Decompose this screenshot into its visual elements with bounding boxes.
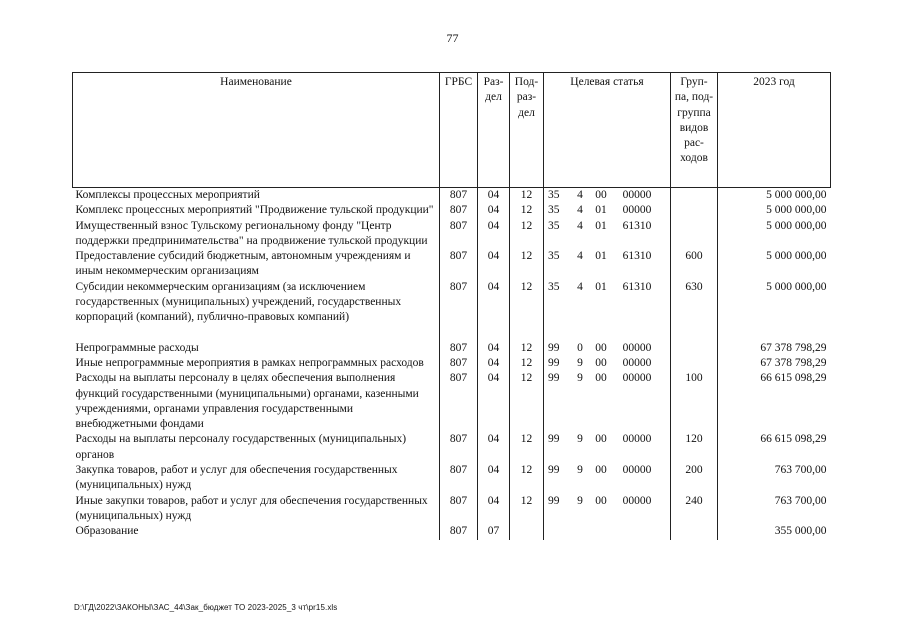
row-celevaya <box>544 463 671 494</box>
celevaya-part-2: 4 <box>577 219 583 232</box>
celevaya-parts <box>544 356 670 371</box>
row-amount: 5 000 000,00 <box>718 219 831 250</box>
celevaya-part-3: 00 <box>595 356 607 369</box>
row-amount: 5 000 000,00 <box>718 188 831 204</box>
row-amount: 66 615 098,29 <box>718 432 831 463</box>
header-name: Наименование <box>73 73 440 188</box>
row-name: Расходы на выплаты персоналу государственных (муниципальных) органов <box>73 432 440 463</box>
spacer-cell <box>440 326 478 341</box>
row-amount: 763 700,00 <box>718 463 831 494</box>
header-year: 2023 год <box>718 73 831 188</box>
celevaya-part-4: 00000 <box>622 341 652 354</box>
row-celevaya <box>544 432 671 463</box>
row-celevaya <box>544 356 671 371</box>
row-celevaya <box>544 341 671 356</box>
row-celevaya <box>544 188 671 204</box>
row-podrazdel: 12 <box>510 203 544 218</box>
celevaya-part-3: 01 <box>595 204 607 217</box>
row-razdel: 04 <box>478 249 510 280</box>
header-podrazdel <box>510 73 544 188</box>
celevaya-part-2: 9 <box>577 494 583 507</box>
footer-file-path: D:\ГД\2022\ЗАКОНЫ\ЗАС_44\Зак_бюджет ТО 2023-2025_3 чт\pr15.xls <box>74 603 338 612</box>
spacer-cell <box>478 326 510 341</box>
table-row <box>73 463 831 494</box>
celevaya-parts <box>544 203 670 218</box>
row-celevaya <box>544 494 671 525</box>
table-row <box>73 494 831 525</box>
celevaya-part-1: 35 <box>548 280 560 293</box>
spacer-cell <box>671 326 718 341</box>
celevaya-part-2: 4 <box>577 204 583 217</box>
table-row <box>73 249 831 280</box>
row-name: Расходы на выплаты персоналу в целях обеспечения выполнения функций государственными (муниципальными) органами, казенными учреждениями, органами управления государственными внебюджетными фондами <box>73 371 440 432</box>
celevaya-parts <box>544 463 670 478</box>
row-razdel: 04 <box>478 219 510 250</box>
row-amount: 67 378 798,29 <box>718 356 831 371</box>
row-grbs: 807 <box>440 494 478 525</box>
row-grbs: 807 <box>440 249 478 280</box>
row-celevaya <box>544 219 671 250</box>
row-grbs: 807 <box>440 432 478 463</box>
row-name: Субсидии некоммерческим организациям (за исключением государственных (муниципальных) учреждений, государственных корпораций (компаний), публично-правовых компаний) <box>73 280 440 326</box>
table-row <box>73 371 831 432</box>
celevaya-part-1: 99 <box>548 464 560 477</box>
celevaya-part-1: 99 <box>548 356 560 369</box>
row-grbs: 807 <box>440 280 478 326</box>
table-row <box>73 432 831 463</box>
spacer-cell <box>73 326 440 341</box>
row-amount: 5 000 000,00 <box>718 280 831 326</box>
table-row <box>73 280 831 326</box>
table-spacer-row <box>73 326 831 341</box>
celevaya-part-4: 00000 <box>622 372 652 385</box>
header-razdel-text: Раз- дел <box>483 76 504 104</box>
row-razdel: 04 <box>478 188 510 204</box>
table-row <box>73 341 831 356</box>
celevaya-part-4: 61310 <box>622 280 652 293</box>
row-podrazdel: 12 <box>510 341 544 356</box>
row-celevaya <box>544 371 671 432</box>
celevaya-parts <box>544 494 670 509</box>
row-name: Комплексы процессных мероприятий <box>73 188 440 204</box>
row-grbs: 807 <box>440 219 478 250</box>
celevaya-part-1: 99 <box>548 494 560 507</box>
header-gruppa <box>671 73 718 188</box>
row-amount: 5 000 000,00 <box>718 203 831 218</box>
celevaya-part-4: 00000 <box>622 464 652 477</box>
row-podrazdel: 12 <box>510 494 544 525</box>
celevaya-part-1: 35 <box>548 219 560 232</box>
celevaya-part-1: 35 <box>548 204 560 217</box>
celevaya-part-2: 9 <box>577 464 583 477</box>
row-grbs: 807 <box>440 371 478 432</box>
row-vid: 200 <box>671 463 718 494</box>
table-row <box>73 203 831 218</box>
celevaya-part-1: 99 <box>548 372 560 385</box>
row-amount: 67 378 798,29 <box>718 341 831 356</box>
celevaya-parts <box>544 249 670 264</box>
celevaya-part-2: 4 <box>577 280 583 293</box>
celevaya-part-1: 35 <box>548 250 560 263</box>
row-grbs: 807 <box>440 356 478 371</box>
row-podrazdel <box>510 524 544 539</box>
row-podrazdel: 12 <box>510 280 544 326</box>
row-name: Комплекс процессных мероприятий "Продвижение тульской продукции" <box>73 203 440 218</box>
row-razdel: 04 <box>478 494 510 525</box>
celevaya-part-4: 00000 <box>622 204 652 217</box>
celevaya-parts <box>544 188 670 203</box>
header-podrazdel-text: Под- раз- дел <box>514 76 539 119</box>
celevaya-part-3: 00 <box>595 494 607 507</box>
row-amount: 763 700,00 <box>718 494 831 525</box>
row-celevaya <box>544 249 671 280</box>
celevaya-part-2: 4 <box>577 250 583 263</box>
row-name: Образование <box>73 524 440 539</box>
row-podrazdel: 12 <box>510 188 544 204</box>
celevaya-part-3: 00 <box>595 341 607 354</box>
page-number: 77 <box>446 31 459 45</box>
celevaya-parts <box>544 280 670 295</box>
row-amount: 355 000,00 <box>718 524 831 539</box>
celevaya-parts <box>544 341 670 356</box>
header-celevaya: Целевая статья <box>544 73 671 188</box>
row-vid <box>671 356 718 371</box>
row-celevaya <box>544 280 671 326</box>
row-vid <box>671 188 718 204</box>
celevaya-part-1: 99 <box>548 433 560 446</box>
row-name: Иные закупки товаров, работ и услуг для обеспечения государственных (муниципальных) нужд <box>73 494 440 525</box>
row-amount: 66 615 098,29 <box>718 371 831 432</box>
row-vid: 100 <box>671 371 718 432</box>
celevaya-part-3: 00 <box>595 433 607 446</box>
celevaya-part-3: 01 <box>595 280 607 293</box>
row-razdel: 04 <box>478 341 510 356</box>
celevaya-part-1: 35 <box>548 189 560 201</box>
row-vid: 630 <box>671 280 718 326</box>
celevaya-part-4: 61310 <box>622 219 652 232</box>
celevaya-part-2: 0 <box>577 341 583 354</box>
celevaya-part-4: 00000 <box>622 356 652 369</box>
row-razdel: 07 <box>478 524 510 539</box>
row-grbs: 807 <box>440 463 478 494</box>
row-vid: 240 <box>671 494 718 525</box>
row-razdel: 04 <box>478 280 510 326</box>
row-name: Иные непрограммные мероприятия в рамках непрограммных расходов <box>73 356 440 371</box>
celevaya-part-3: 00 <box>595 189 607 201</box>
celevaya-part-2: 4 <box>577 189 583 201</box>
table-header-row <box>73 73 831 188</box>
row-razdel: 04 <box>478 432 510 463</box>
celevaya-part-3: 00 <box>595 464 607 477</box>
celevaya-parts <box>544 432 670 447</box>
celevaya-part-2: 9 <box>577 356 583 369</box>
row-grbs: 807 <box>440 188 478 204</box>
row-vid <box>671 203 718 218</box>
row-razdel: 04 <box>478 203 510 218</box>
row-vid <box>671 341 718 356</box>
row-amount: 5 000 000,00 <box>718 249 831 280</box>
row-name: Закупка товаров, работ и услуг для обеспечения государственных (муниципальных) нужд <box>73 463 440 494</box>
celevaya-parts <box>544 371 670 386</box>
row-podrazdel: 12 <box>510 219 544 250</box>
row-podrazdel: 12 <box>510 432 544 463</box>
celevaya-part-3: 00 <box>595 372 607 385</box>
celevaya-parts <box>544 219 670 234</box>
celevaya-part-4: 00000 <box>622 494 652 507</box>
header-gruppa-text: Груп- па, под- группа видов рас- ходов <box>674 76 714 165</box>
row-podrazdel: 12 <box>510 463 544 494</box>
celevaya-part-4: 00000 <box>622 433 652 446</box>
spacer-cell <box>718 326 831 341</box>
row-razdel: 04 <box>478 356 510 371</box>
row-grbs: 807 <box>440 341 478 356</box>
row-vid <box>671 219 718 250</box>
table-row <box>73 219 831 250</box>
row-vid <box>671 524 718 539</box>
celevaya-part-4: 00000 <box>622 189 652 201</box>
row-podrazdel: 12 <box>510 371 544 432</box>
row-vid: 120 <box>671 432 718 463</box>
table-body <box>73 188 831 540</box>
row-podrazdel: 12 <box>510 249 544 280</box>
table-row <box>73 524 831 539</box>
row-grbs: 807 <box>440 524 478 539</box>
celevaya-part-2: 9 <box>577 372 583 385</box>
row-name: Непрограммные расходы <box>73 341 440 356</box>
row-celevaya <box>544 524 671 539</box>
row-celevaya <box>544 203 671 218</box>
row-podrazdel: 12 <box>510 356 544 371</box>
table-row <box>73 356 831 371</box>
table-row <box>73 188 831 204</box>
row-razdel: 04 <box>478 463 510 494</box>
budget-table <box>72 72 831 540</box>
celevaya-part-2: 9 <box>577 433 583 446</box>
celevaya-part-4: 61310 <box>622 250 652 263</box>
row-grbs: 807 <box>440 203 478 218</box>
row-razdel: 04 <box>478 371 510 432</box>
header-razdel <box>478 73 510 188</box>
spacer-cell <box>510 326 544 341</box>
spacer-cell <box>544 326 671 341</box>
row-name: Имущественный взнос Тульскому региональному фонду "Центр поддержки предпринимательства" на продвижение тульской продукции <box>73 219 440 250</box>
row-vid: 600 <box>671 249 718 280</box>
celevaya-part-3: 01 <box>595 219 607 232</box>
row-name: Предоставление субсидий бюджетным, автономным учреждениям и иным некоммерческим организациям <box>73 249 440 280</box>
header-grbs: ГРБС <box>440 73 478 188</box>
celevaya-part-3: 01 <box>595 250 607 263</box>
celevaya-part-1: 99 <box>548 341 560 354</box>
